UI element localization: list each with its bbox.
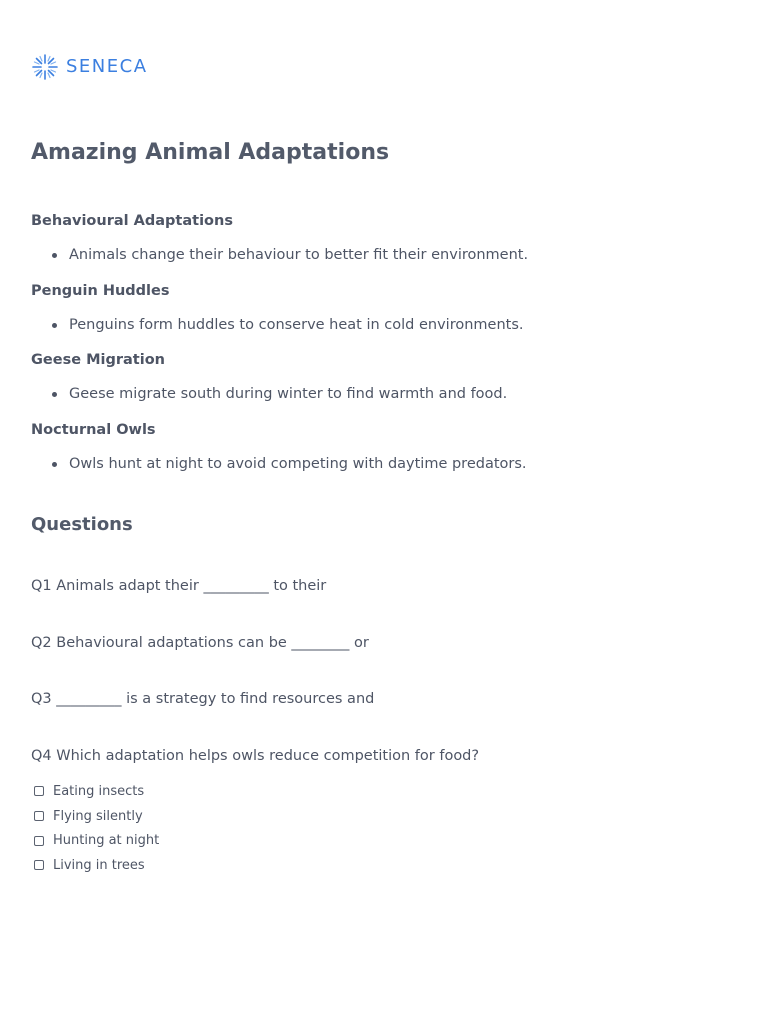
bullet-text: Owls hunt at night to avoid competing with daytime predators.: [69, 456, 527, 472]
checkbox[interactable]: [34, 836, 44, 846]
bullet-list: [31, 384, 728, 404]
question-3: Q3 _________ is a strategy to find resources and: [31, 691, 375, 707]
option-flying-silently[interactable]: [34, 804, 159, 829]
seneca-star-icon: [31, 53, 59, 81]
checkbox[interactable]: [34, 811, 44, 821]
page-title: Amazing Animal Adaptations: [31, 140, 390, 165]
option-hunting-at-night[interactable]: [34, 828, 159, 853]
bullet-list: [31, 315, 728, 335]
section-heading: Penguin Huddles: [31, 283, 170, 299]
section-penguin-huddles: [31, 281, 728, 335]
question-4: Q4 Which adaptation helps owls reduce competition for food?: [31, 748, 480, 764]
bullet-text: Animals change their behaviour to better fit their environment.: [69, 247, 529, 263]
bullet-dot: [52, 323, 57, 328]
option-label: Eating insects: [53, 783, 145, 799]
q4-options: [34, 779, 159, 878]
section-heading: Geese Migration: [31, 352, 165, 368]
seneca-wordmark: SENECA: [66, 56, 148, 77]
section-behavioural-adaptations: [31, 211, 728, 265]
checkbox[interactable]: [34, 860, 44, 870]
bullet-dot: [52, 253, 57, 258]
option-eating-insects[interactable]: [34, 779, 159, 804]
bullet-dot: [52, 392, 57, 397]
checkbox[interactable]: [34, 786, 44, 796]
bullet-list: [31, 245, 728, 265]
bullet-dot: [52, 462, 57, 467]
question-1: Q1 Animals adapt their _________ to their: [31, 578, 327, 594]
bullet-text: Geese migrate south during winter to find warmth and food.: [69, 386, 508, 402]
option-living-in-trees[interactable]: [34, 853, 159, 878]
option-label: Living in trees: [53, 857, 145, 873]
section-geese-migration: [31, 350, 728, 404]
list-item: [31, 384, 728, 404]
question-2: Q2 Behavioural adaptations can be ________ or: [31, 635, 369, 651]
section-heading: Behavioural Adaptations: [31, 213, 233, 229]
questions-heading: Questions: [31, 514, 133, 535]
bullet-text: Penguins form huddles to conserve heat in cold environments.: [69, 317, 524, 333]
seneca-logo: [31, 53, 148, 81]
option-label: Flying silently: [53, 808, 143, 824]
option-label: Hunting at night: [53, 833, 160, 849]
list-item: [31, 315, 728, 335]
list-item: [31, 245, 728, 265]
section-heading: Nocturnal Owls: [31, 422, 156, 438]
list-item: [31, 454, 728, 474]
bullet-list: [31, 454, 728, 474]
section-nocturnal-owls: [31, 420, 728, 474]
